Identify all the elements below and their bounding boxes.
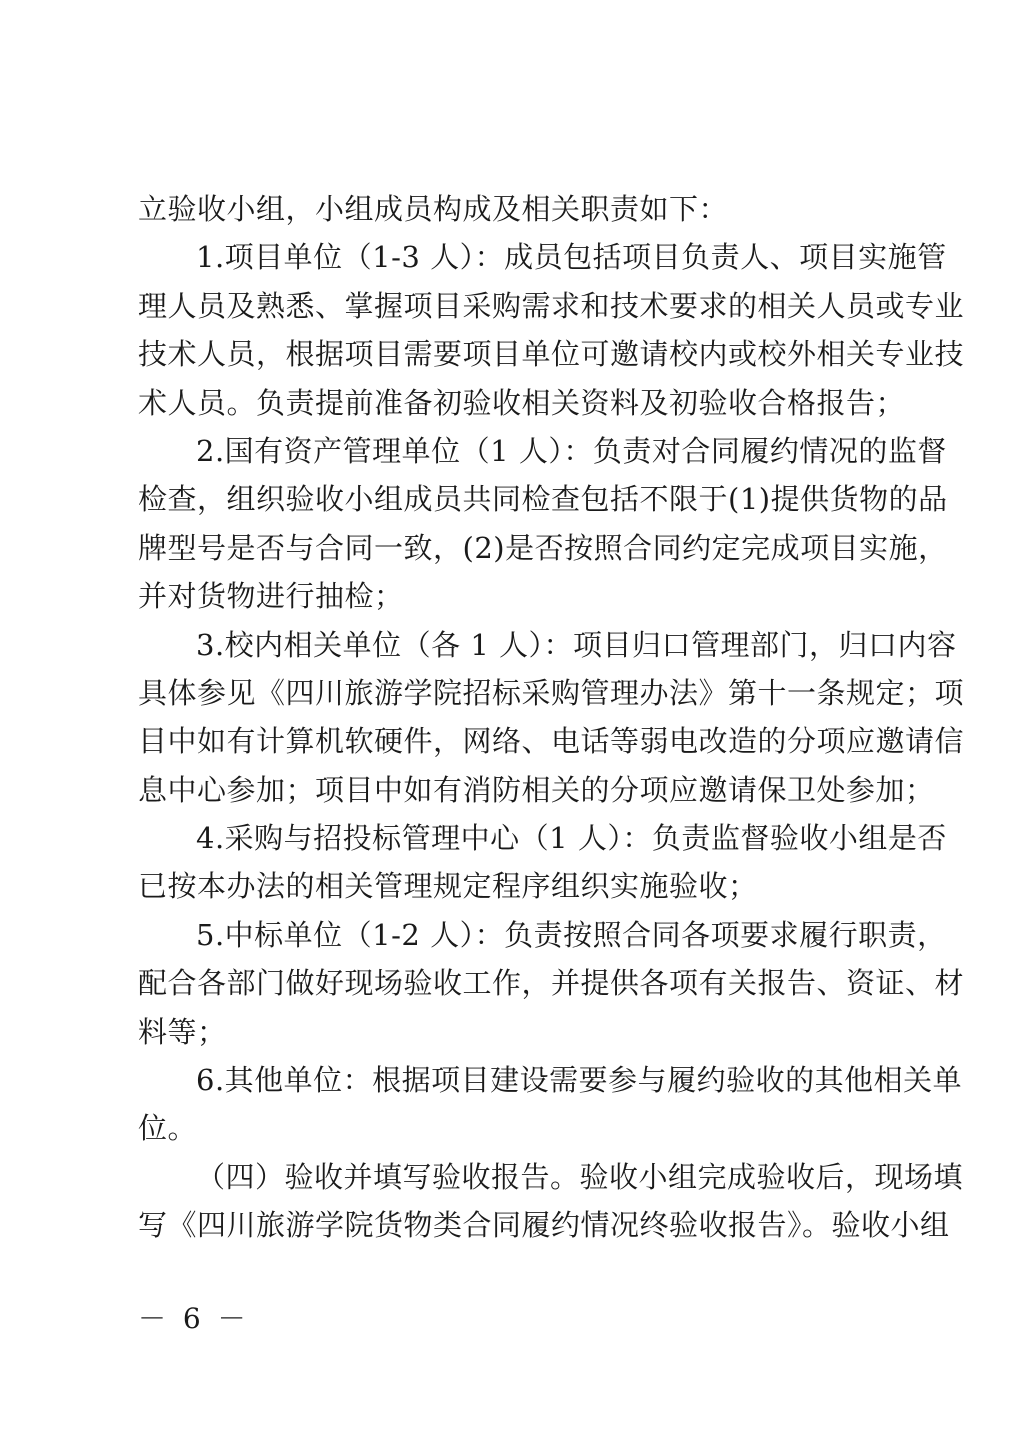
text-line: 理人员及熟悉、掌握项目采购需求和技术要求的相关人员或专业 — [138, 288, 965, 323]
text-line: 牌型号是否与合同一致，(2)是否按照合同约定完成项目实施， — [138, 530, 948, 565]
text-line: 5.中标单位（1-2 人）：负责按照合同各项要求履行职责， — [196, 917, 947, 952]
text-line: 具体参见《四川旅游学院招标采购管理办法》第十一条规定；项 — [138, 675, 965, 710]
text-line: 已按本办法的相关管理规定程序组织实施验收； — [138, 869, 758, 904]
text-line: 术人员。负责提前准备初验收相关资料及初验收合格报告； — [138, 385, 906, 420]
text-line: 立验收小组，小组成员构成及相关职责如下： — [138, 192, 729, 226]
text-line: 息中心参加；项目中如有消防相关的分项应邀请保卫处参加； — [138, 772, 935, 807]
text-line: 4.采购与招投标管理中心（1 人）：负责监督验收小组是否 — [196, 821, 947, 856]
text-line: 检查，组织验收小组成员共同检查包括不限于(1)提供货物的品 — [138, 482, 948, 517]
text-line: 料等； — [138, 1014, 227, 1049]
text-line: 1.项目单位（1-3 人）：成员包括项目负责人、项目实施管 — [196, 240, 947, 275]
text-line: 配合各部门做好现场验收工作，并提供各项有关报告、资证、材 — [138, 966, 965, 1001]
text-line: 2.国有资产管理单位（1 人）：负责对合同履约情况的监督 — [196, 433, 947, 468]
text-line: 技术人员，根据项目需要项目单位可邀请校内或校外相关专业技 — [138, 337, 965, 372]
text-line: 3.校内相关单位（各 1 人）：项目归口管理部门，归口内容 — [196, 627, 957, 662]
text-line: 位。 — [138, 1111, 198, 1146]
page-number: － 6 － — [138, 1302, 250, 1335]
text-line: 目中如有计算机软硬件，网络、电话等弱电改造的分项应邀请信 — [138, 724, 965, 759]
document-body — [138, 185, 965, 1250]
text-line: （四）验收并填写验收报告。验收小组完成验收后，现场填 — [196, 1159, 964, 1194]
text-line: 并对货物进行抽检； — [138, 579, 404, 614]
text-line: 6.其他单位：根据项目建设需要参与履约验收的其他相关单 — [196, 1063, 963, 1098]
text-line: 写《四川旅游学院货物类合同履约情况终验收报告》。验收小组 — [138, 1208, 950, 1243]
